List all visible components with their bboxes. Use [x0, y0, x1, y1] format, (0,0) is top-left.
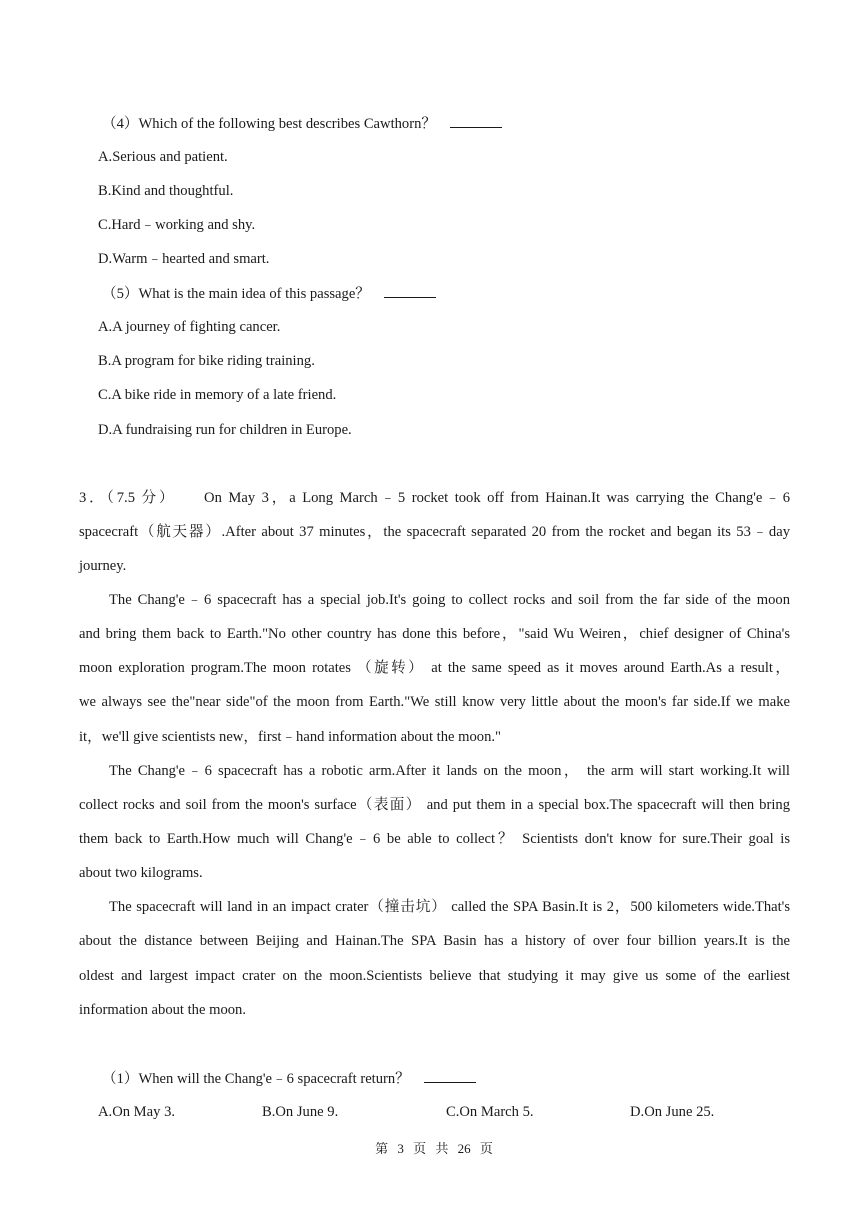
- answer-blank[interactable]: [450, 113, 502, 128]
- q5-option-c: C.A bike ride in memory of a late friend.: [98, 387, 337, 403]
- passage-line: and bring them back to Earth."No other country has done this before，"said Wu Weiren，chief designer of China's: [79, 626, 790, 642]
- passage-line: spacecraft（航天器）.After about 37 minutes，the spacecraft separated 20 from the rocket and began its 53﹣day: [79, 524, 790, 540]
- passage-line: them back to Earth.How much will Chang'e﹣6 be able to collect？ Scientists don't know for sure.Their goal is: [79, 831, 790, 847]
- q4-option-a: A.Serious and patient.: [98, 149, 228, 165]
- q5-option-a: A.A journey of fighting cancer.: [98, 319, 281, 335]
- q1-option-a: A.On May 3.: [98, 1104, 176, 1120]
- question-4-prompt: （4）Which of the following best describes Cawthorn？: [102, 113, 502, 134]
- passage-line: collect rocks and soil from the moon's surface（表面） and put them in a special box.The spacecraft will then bring: [79, 797, 790, 813]
- question-5-prompt: （5）What is the main idea of this passage？: [102, 283, 436, 304]
- passage-line: oldest and largest impact crater on the moon.Scientists believe that studying it may give us some of the earliest: [79, 968, 790, 984]
- q5-option-d: D.A fundraising run for children in Europe.: [98, 422, 352, 438]
- page-footer: 第 3 页 共 26 页: [375, 1141, 493, 1156]
- q4-option-c: C.Hard﹣working and shy.: [98, 217, 256, 233]
- passage-line: 3．（7.5 分） On May 3，a Long March﹣5 rocket took off from Hainan.It was carrying the Chang'e﹣6: [79, 490, 790, 506]
- answer-blank[interactable]: [384, 283, 436, 298]
- passage-line: moon exploration program.The moon rotates （旋转） at the same speed as it moves around Earth.As a result，: [79, 660, 790, 676]
- passage-line: The Chang'e﹣6 spacecraft has a special job.It's going to collect rocks and soil from the far side of the moon: [109, 592, 790, 608]
- q4-option-d: D.Warm﹣hearted and smart.: [98, 251, 270, 267]
- question-1-prompt: （1）When will the Chang'e﹣6 spacecraft return？: [102, 1068, 476, 1089]
- passage-line: about two kilograms.: [79, 865, 203, 881]
- passage-line: The spacecraft will land in an impact crater（撞击坑） called the SPA Basin.It is 2，500 kilometers wide.That's: [109, 899, 790, 915]
- q1-option-d: D.On June 25.: [630, 1104, 715, 1120]
- passage-line: information about the moon.: [79, 1002, 246, 1018]
- passage-line: The Chang'e﹣6 spacecraft has a robotic arm.After it lands on the moon， the arm will start working.It will: [109, 763, 790, 779]
- passage-line: it，we'll give scientists new，first﹣hand information about the moon.": [79, 729, 502, 745]
- passage-line: about the distance between Beijing and Hainan.The SPA Basin has a history of over four billion years.It is the: [79, 933, 790, 949]
- passage-line: journey.: [79, 558, 127, 574]
- q1-option-b: B.On June 9.: [262, 1104, 339, 1120]
- q5-option-b: B.A program for bike riding training.: [98, 353, 315, 369]
- answer-blank[interactable]: [424, 1068, 476, 1083]
- passage-line: we always see the"near side"of the moon from Earth."We still know very little about the moon's far side.If we make: [79, 694, 790, 710]
- q4-option-b: B.Kind and thoughtful.: [98, 183, 234, 199]
- q1-option-c: C.On March 5.: [446, 1104, 534, 1120]
